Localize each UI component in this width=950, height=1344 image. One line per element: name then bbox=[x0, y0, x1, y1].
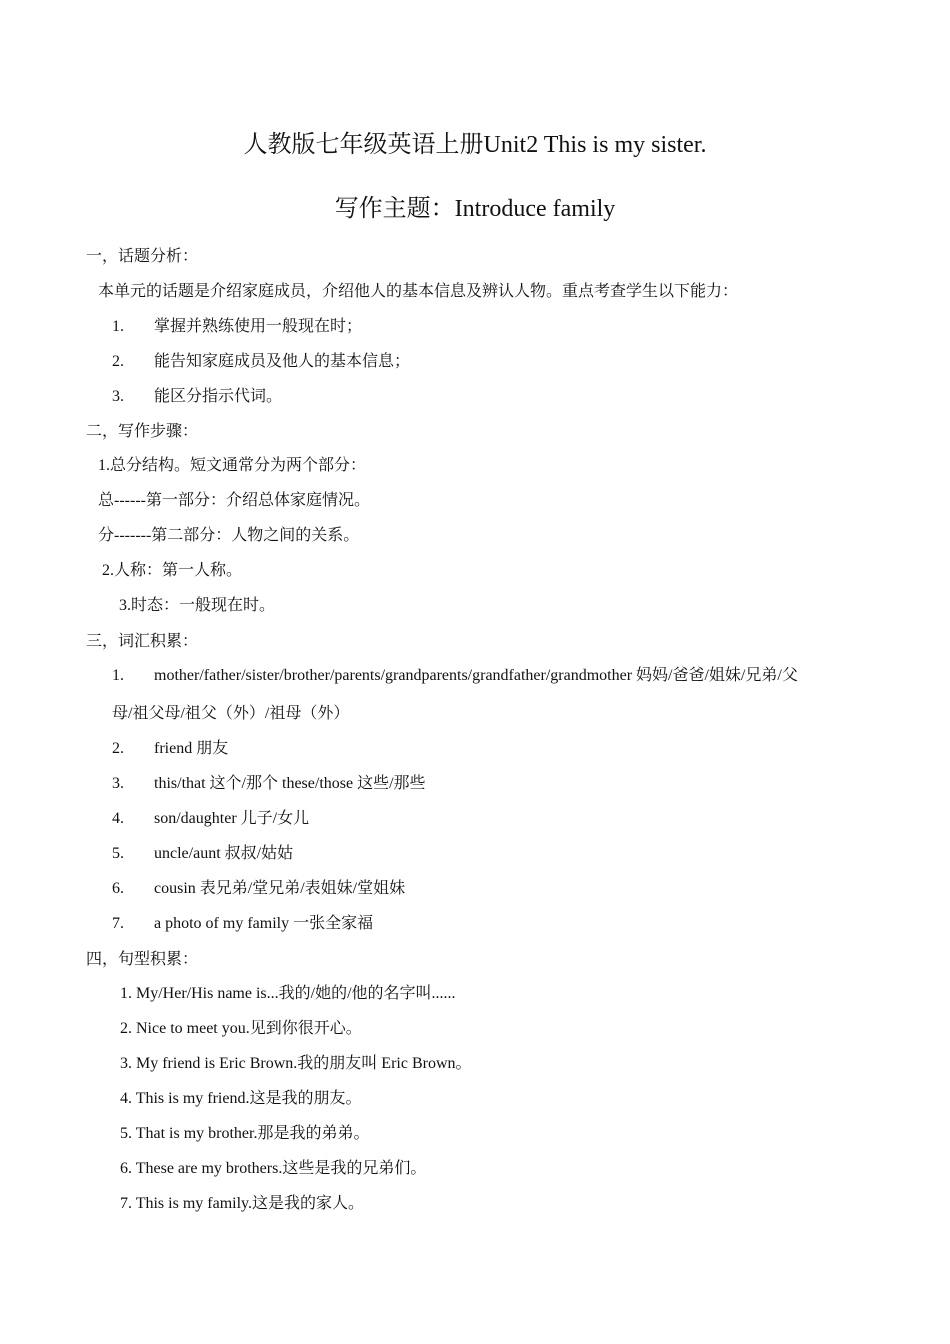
section-heading-writing-steps: 二，写作步骤： bbox=[86, 421, 199, 440]
document-subtitle: 写作主题：Introduce family bbox=[334, 196, 616, 222]
list-number: 2. bbox=[112, 353, 124, 370]
list-item bbox=[112, 879, 405, 899]
list-number: 3. bbox=[112, 775, 124, 792]
list-number: 6. bbox=[112, 880, 124, 897]
list-text: mother/father/sister/brother/parents/grandparents/grandfather/grandmother 妈妈/爸爸/姐妹/兄弟/父 bbox=[154, 667, 798, 684]
list-text: this/that 这个/那个 these/those 这些/那些 bbox=[154, 775, 426, 792]
step-line: 1.总分结构。短文通常分为两个部分： bbox=[98, 457, 367, 474]
list-text: 能区分指示代词。 bbox=[154, 386, 283, 405]
sentence-line: 6. These are my brothers.这些是我的兄弟们。 bbox=[120, 1160, 427, 1177]
topic-intro: 本单元的话题是介绍家庭成员，介绍他人的基本信息及辨认人物。重点考查学生以下能力： bbox=[98, 281, 739, 300]
sentence-line: 2. Nice to meet you.见到你很开心。 bbox=[120, 1020, 362, 1037]
sentence-line: 1. My/Her/His name is...我的/她的/他的名字叫...... bbox=[120, 985, 456, 1002]
sentence-line: 7. This is my family.这是我的家人。 bbox=[120, 1195, 365, 1212]
list-text: a photo of my family 一张全家福 bbox=[154, 915, 374, 932]
list-text: 掌握并熟练使用一般现在时； bbox=[154, 316, 363, 335]
list-number: 2. bbox=[112, 740, 124, 757]
list-item bbox=[112, 351, 410, 372]
list-item bbox=[112, 914, 373, 934]
list-item bbox=[112, 316, 362, 337]
list-text: cousin 表兄弟/堂兄弟/表姐妹/堂姐妹 bbox=[154, 880, 406, 897]
sentence-line: 5. That is my brother.那是我的弟弟。 bbox=[120, 1125, 370, 1142]
step-line: 3.时态：一般现在时。 bbox=[119, 597, 276, 614]
list-item bbox=[112, 844, 293, 864]
list-number: 1. bbox=[112, 318, 124, 335]
list-item bbox=[112, 666, 798, 686]
section-heading-topic-analysis: 一，话题分析： bbox=[86, 246, 199, 265]
section-heading-sentence-patterns: 四，句型积累： bbox=[86, 949, 199, 968]
sentence-line: 4. This is my friend.这是我的朋友。 bbox=[120, 1090, 362, 1107]
list-text: son/daughter 儿子/女儿 bbox=[154, 810, 310, 827]
list-item bbox=[112, 739, 228, 759]
list-text: friend 朋友 bbox=[154, 740, 229, 757]
list-number: 7. bbox=[112, 915, 124, 932]
list-number: 4. bbox=[112, 810, 124, 827]
list-number: 1. bbox=[112, 667, 124, 684]
step-line: 总------第一部分：介绍总体家庭情况。 bbox=[98, 492, 370, 509]
list-text: 能告知家庭成员及他人的基本信息； bbox=[154, 351, 411, 370]
step-line: 2.人称：第一人称。 bbox=[102, 562, 243, 579]
section-heading-vocabulary: 三，词汇积累： bbox=[86, 631, 199, 650]
list-number: 3. bbox=[112, 388, 124, 405]
list-item bbox=[112, 774, 426, 794]
list-text: uncle/aunt 叔叔/姑姑 bbox=[154, 845, 294, 862]
list-item-continuation: 母/祖父母/祖父（外）/祖母（外） bbox=[112, 705, 350, 722]
list-item bbox=[112, 809, 309, 829]
document-title: 人教版七年级英语上册Unit2 This is my sister. bbox=[243, 132, 707, 158]
list-number: 5. bbox=[112, 845, 124, 862]
sentence-line: 3. My friend is Eric Brown.我的朋友叫 Eric Brown。 bbox=[120, 1055, 472, 1072]
list-item bbox=[112, 386, 282, 407]
step-line: 分-------第二部分：人物之间的关系。 bbox=[98, 527, 360, 544]
